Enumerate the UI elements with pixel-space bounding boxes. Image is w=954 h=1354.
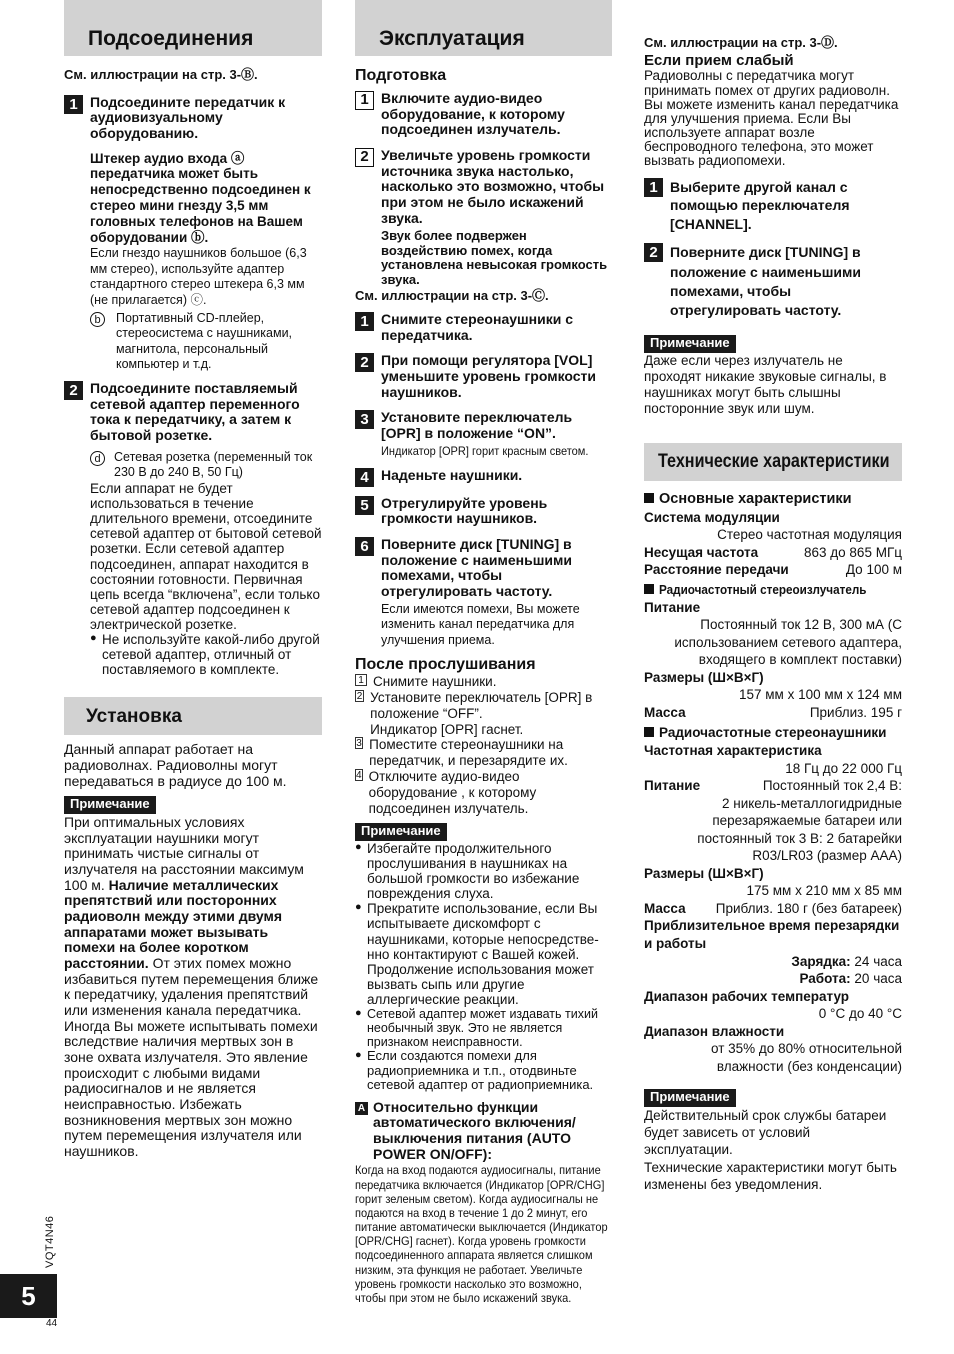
callout-letter: b	[90, 312, 105, 327]
spec-label: Диапазон рабочих температур	[644, 988, 850, 1004]
spec-value: 157 мм x 100 мм x 124 мм	[738, 687, 902, 703]
step-number: 1	[355, 91, 374, 110]
spec-section-headphones: Радиочастотные стереонаушники	[644, 724, 902, 742]
reception-step-1: 1 Выберите другой канал с помощью переключателя [CHANNEL].	[644, 178, 902, 235]
spec-label: Частотная характеристика	[644, 743, 822, 758]
list-item: 1 Снимите наушники.	[355, 674, 612, 690]
spec-label: Размеры (Ш×В×Г)	[644, 865, 764, 881]
list-item: ● Прекратите использование, если Вы испытываете дискомфорт с наушниками, которые непосредстве-нно контактируют с Вашей кожей. Продолжение использования может вызвать сыпь или другие аллергические реакции.	[355, 901, 612, 1007]
spec-notes: Действительный срок службы батареи будет зависеть от условий эксплуатации. Технические характеристики могут быть изменены без уведомления.	[644, 1107, 897, 1192]
spec-row: Расстояние передачи До 100 м	[644, 562, 902, 578]
spec-section-transmitter: Радиочастотный стереоизлучатель	[644, 582, 902, 599]
spec-label: Питание	[644, 599, 701, 615]
document-code: VQT4N46	[44, 1215, 56, 1268]
column-reception-specs	[644, 0, 902, 1193]
column-operation	[355, 0, 612, 1305]
operation-step-1: 1 Снимите стереонаушники с передатчика.	[355, 312, 612, 343]
see-illustration-c: См. иллюстрации на стр. 3-Ⓒ.	[355, 288, 549, 304]
spec-label: Диапазон влажности	[644, 1023, 785, 1039]
specifications-heading: Технические характеристики	[644, 443, 902, 481]
spec-row: Масса Приблиз. 180 г (без батареек)	[644, 900, 902, 916]
spec-section-general: Основные характеристики	[644, 490, 902, 509]
list-item: 2 Установите переключатель [OPR] в положение “OFF”. Индикатор [OPR] гаснет.	[356, 690, 593, 737]
note-label: Примечание	[355, 823, 447, 841]
operation-step-4: 4 Наденьте наушники.	[355, 468, 612, 484]
step-number: 3	[355, 410, 374, 429]
callout-letter: d	[90, 451, 105, 466]
connect-step-2	[64, 381, 322, 677]
adapter-warning: ● Не используйте какой-либо другой сетевой адаптер, отличный от поставляемого в комплекте.	[90, 632, 322, 677]
see-illustration-d: См. иллюстрации на стр. 3-Ⓓ.	[644, 35, 838, 50]
column-connections	[64, 0, 322, 1160]
step-number: 2	[64, 381, 83, 400]
reception-note: При оптимальных условиях эксплуатации наушники могут принимать чистые сигналы от излучателя на расстоянии максимум 100 м. Наличие металлических препятствий или посторонних радиоволн между этими двумя аппаратами может вызывать помехи на более коротком расстоянии. От этих помех можно избавиться путем перемещения ближе к передатчику, удаления препятствий или изменения канала передатчика. Иногда Вы можете испытывать помехи вследствие наличия мертвых зон в зоне охвата излучателя. Это явление происходит с любыми видами радиосигналов и не является неисправностью. Избежать возникновения мертвых зон можно путем перемещения излучателя или наушников.	[64, 814, 319, 1160]
spec-label: Приблизительное время перезарядки и работы	[644, 918, 900, 952]
auto-power-text: Когда на вход подаются аудиосигналы, питание передатчика включается (Индикатор [OPR/CHG] горит зеленым светом). Когда аудиосигналы не подаются на вход в течение 1 до 2 минут, его питание автоматически выключается (Индикатор [OPR/CHG] гаснет). Когда уровень громкости подсоединенного аппарата является слишком низким, эта функция не работает. Увеличьте уровень громкости насколько это возможно, чтобы при этом не было искажений звука.	[355, 1163, 608, 1305]
weak-reception-text: Радиоволны с передатчика могут принимать помех от других радиоволн. Вы можете изменить канал передатчика для улучшения приема. Если Вы используете аппарат возле беспроводного телефона, это может вызвать радиопомехи.	[644, 68, 899, 169]
spec-label: Система модуляции	[644, 509, 780, 525]
spec-value: Постоянный ток 12 В, 300 мА (С использованием сетевого адаптера, входящего в комплект поставки)	[674, 617, 902, 668]
plug-text: Штекер аудио входа ⓐ передатчика может быть непосредственно подсоединен к стерео мини гнезду 3,5 мм головных телефонов на Вашем оборудовании ⓑ.	[90, 150, 311, 246]
installation-text: Данный аппарат работает на радиоволнах. Радиоволны могут передаваться в радиусе до 100 м.	[64, 741, 287, 789]
operation-step-5: 5 Отрегулируйте уровень громкости наушников.	[355, 496, 612, 527]
list-item: 3 Поместите стереонаушники на передатчик, и перезарядите их.	[356, 737, 568, 769]
connect-step-1	[64, 95, 322, 374]
page-number: 5	[0, 1274, 57, 1318]
auto-power-section: A Относительно функции автоматического включения/ выключения питания (AUTO POWER ON/OFF):	[355, 1100, 612, 1163]
installation-heading: Установка	[64, 697, 322, 735]
step-number: 2	[644, 243, 663, 262]
list-item: ● Избегайте продолжительного прослушивания в наушниках на большой громкости во избежание повреждения слуха.	[355, 841, 612, 901]
step-number: 2	[355, 353, 374, 372]
prep-step-1: 1 Включите аудио-видео оборудование, к которому подсоединен излучатель.	[355, 91, 612, 138]
callout-b: b Портативный CD-плейер, стереосистема с наушниками, магнитола, персональный компьютер и т.д.	[90, 311, 322, 374]
spec-value: 0 °C до 40 °C	[818, 1006, 902, 1022]
preparation-heading: Подготовка	[355, 67, 447, 84]
operation-step-2: 2 При помощи регулятора [VOL] уменьшите уровень громкости наушников.	[355, 353, 612, 400]
after-listening-heading: После прослушивания	[355, 656, 536, 674]
spec-value: Стерео частотная модуляция	[717, 527, 902, 543]
note-label: Примечание	[64, 796, 156, 814]
spec-value: 175 мм x 210 мм x 85 мм	[746, 883, 902, 899]
weak-reception-heading: Если прием слабый	[644, 51, 794, 69]
step-number: 4	[355, 468, 374, 487]
prep-step-2: 2 Увеличьте уровень громкости источника звука настолько, насколько это возможно, чтобы при этом не было искажений звука. Звук более подвержен воздействию помех, когда установлена невысокая громкость звука.	[355, 148, 612, 288]
spec-row: Питание Постоянный ток 2,4 В:	[644, 778, 902, 794]
operation-notes	[355, 841, 612, 1093]
reception-note: Даже если через излучатель не проходят никакие звуковые сигналы, в наушниках могут быть слышны посторонние звук или шум.	[644, 353, 887, 416]
see-illustration-b: См. иллюстрации на стр. 3-Ⓑ.	[64, 67, 258, 82]
step-number: 1	[64, 95, 83, 114]
spec-row: Масса Приблиз. 195 г	[644, 704, 902, 720]
spec-value: Зарядка: 24 часа	[791, 953, 902, 969]
adapter-text: Если гнездо наушников большое (6,3 мм стерео), используйте адаптер стандартного стерео штекера 6,3 мм (не прилагается) ⓒ.	[90, 246, 307, 307]
list-item: 4 Отключите аудио-видео оборудование , к которому подсоединен излучатель.	[356, 769, 537, 816]
step-number: 1	[644, 178, 663, 197]
operation-heading: Эксплуатация	[355, 0, 612, 56]
spec-value: от 35% до 80% относительной влажности (без конденсации)	[711, 1041, 902, 1074]
step-number: 6	[355, 537, 374, 556]
step-number: 1	[355, 312, 374, 331]
connections-heading: Подсоединения	[64, 0, 322, 56]
spec-value: Работа: 20 часа	[799, 971, 902, 987]
page-number-small: 44	[46, 1318, 58, 1329]
step-title: Подсоедините поставляемый сетевой адаптер переменного тока к передатчику, а затем к бытовой розетке.	[90, 380, 300, 444]
spec-table	[644, 490, 902, 1076]
note-label: Примечание	[644, 1089, 736, 1107]
step-number: 2	[355, 148, 374, 167]
spec-value: 2 никель-металлогидридные перезаряжаемые батареи или постоянный ток 3 В: 2 батарейки R03/LR03 (размер AAA)	[697, 795, 902, 864]
callout-d: d Сетевая розетка (переменный ток 230 В до 240 В, 50 Гц)	[90, 450, 322, 481]
after-listening-list	[355, 674, 612, 816]
section-marker: A	[355, 1102, 368, 1115]
spec-row: Несущая частота 863 до 865 МГц	[644, 544, 902, 560]
spec-label: Размеры (Ш×В×Г)	[644, 669, 764, 685]
step-title: Подсоедините передатчик к аудиовизуальному оборудованию.	[90, 93, 286, 141]
standby-text: Если аппарат не будет использоваться в течение длительного времени, отсоедините сетевой адаптер от бытовой сетевой розетки. Если сетевой адаптер подсоединен, аппарат находится в состоянии готовности. Первичная цепь всегда “включена”, если только сетевой адаптер подсоединен к электрической розетке.	[90, 481, 322, 633]
operation-step-3: 3 Установите переключатель [OPR] в положение “ON”. Индикатор [OPR] горит красным светом.	[355, 410, 612, 458]
list-item: ● Если создаются помехи для радиоприемника и т.п., отодвиньте сетевой адаптер от радиоприемника.	[355, 1049, 612, 1093]
reception-step-2: 2 Поверните диск [TUNING] в положение с наименьшими помехами, чтобы отрегулировать частоту.	[644, 243, 902, 320]
spec-value: 18 Гц до 22 000 Гц	[785, 760, 902, 776]
step-number: 5	[355, 496, 374, 515]
note-label: Примечание	[644, 335, 736, 353]
operation-step-6: 6 Поверните диск [TUNING] в положение с наименьшими помехами, чтобы отрегулировать частоту. Если имеются помехи, Вы можете изменить канал передатчика для улучшения приема.	[355, 537, 612, 649]
list-item: ● Сетевой адаптер может издавать тихий необычный звук. Это не является признаком неисправности.	[355, 1007, 612, 1049]
